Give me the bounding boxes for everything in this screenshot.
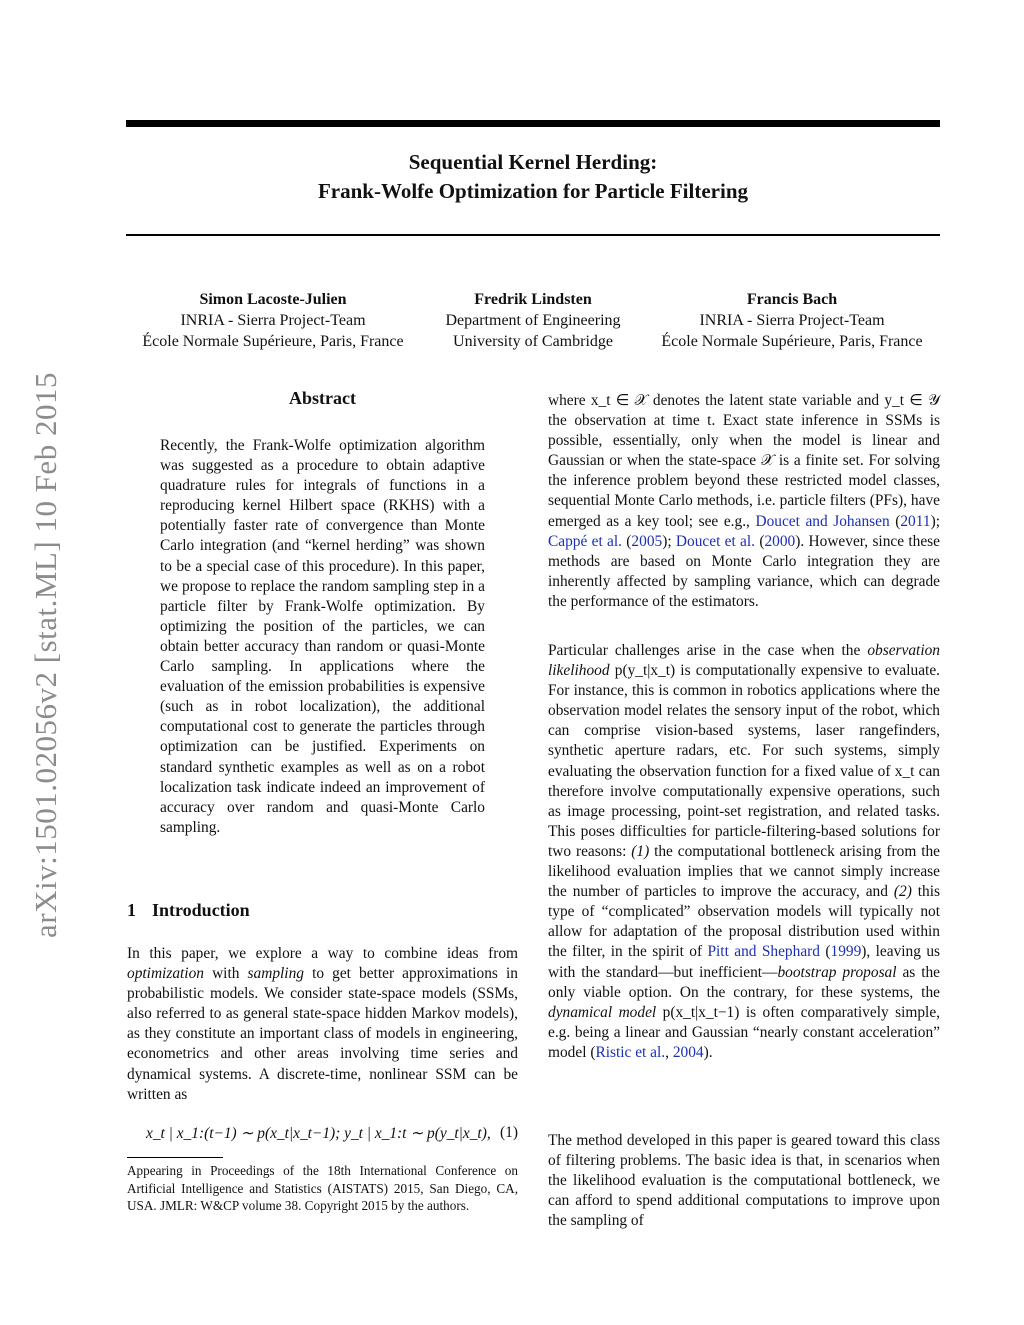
footnote: Appearing in Proceedings of the 18th International Conference on Artificial Intelligence and Statistics (AISTATS) 2015, San Diego, CA, USA. JMLR: W&CP volume 38. Copyright 2015 by the authors. xyxy=(127,1163,518,1213)
section-number: 1 xyxy=(127,900,136,920)
author-affiliation: École Normale Supérieure, Paris, France xyxy=(661,333,923,350)
text-run: ), leaving us with the standard—but inefficient— xyxy=(548,943,941,981)
author-affiliation: University of Cambridge xyxy=(453,333,613,350)
citation-link[interactable]: Cappé et al. xyxy=(548,532,622,550)
text-run: ); xyxy=(930,512,940,530)
title-line-2: Frank-Wolfe Optimization for Particle Filtering xyxy=(317,179,749,203)
right-paragraph-2 xyxy=(548,641,940,1063)
text-run: ). xyxy=(703,1043,713,1061)
abstract-heading: Abstract xyxy=(289,388,356,408)
citation-link[interactable]: Ristic et al. xyxy=(595,1043,666,1061)
abstract-text: Recently, the Frank-Wolfe optimization algorithm was suggested as a procedure to obtain adaptive quadrature rules for integrals of functions in a reproducing kernel Hilbert space (RKHS) with a potentially faster rate of convergence than Monte Carlo integration (and “kernel herding” was shown to be a special case of this procedure). In this paper, we propose to replace the random sampling step in a particle filter by Frank-Wolfe optimization. By optimizing the position of the particles, we can obtain better accuracy than random or quasi-Monte Carlo sampling. In applications where the evaluation of the emission probabilities is expensive (such as in robot localization), the additional computational cost to generate the particles through optimization can be justified. Experiments on standard synthetic examples as well as on a robot localization task indicate indeed an improvement of accuracy over random and quasi-Monte Carlo sampling. xyxy=(160,437,485,836)
author-affiliation: INRIA - Sierra Project-Team xyxy=(180,312,366,329)
citation-link[interactable]: Pitt and Shephard xyxy=(707,943,820,961)
citation-link[interactable]: Doucet et al. xyxy=(675,532,756,550)
text-run: ); xyxy=(662,532,676,550)
equation-body: x_t | x_1:(t−1) ∼ p(x_t|x_t−1); y_t | x_1:t ∼ p(y_t|x_t), xyxy=(146,1125,491,1142)
emphasis-text: (2) xyxy=(893,883,912,901)
emphasis-text: optimization xyxy=(127,965,204,983)
text-run: In this paper, we explore a way to combine ideas from xyxy=(127,945,518,962)
text-run: , xyxy=(665,1043,673,1061)
right-paragraph-1 xyxy=(548,391,940,612)
text-run: ). However, since these methods are based on Monte Carlo integration they are inherently affected by sampling variance, which can degrade the performance of the estimators. xyxy=(548,532,940,610)
title-rule-top xyxy=(126,120,940,127)
citation-link[interactable]: Doucet and Johansen xyxy=(755,512,890,530)
author-name: Francis Bach xyxy=(746,291,838,308)
text-run: p(x_t|x_t−1) is often comparatively simple, e.g. being a linear and Gaussian “nearly constant acceleration” model ( xyxy=(548,1003,941,1061)
title-line-1: Sequential Kernel Herding: xyxy=(408,150,658,174)
text-run: p(y_t|x_t) is computationally expensive to evaluate. For instance, this is common in robotics applications where the observation model relates the sensory input of the robot, which can comprise vision-based systems, laser rangefinders, synthetic aperture radars, etc. For such systems, simply evaluating the observation function for a fixed value of x_t can therefore involve computationally expensive operations, such as image processing, point-set registration, and related tasks. This poses difficulties for particle-filtering-based solutions for two reasons: xyxy=(548,662,940,860)
citation-year-link[interactable]: 2005 xyxy=(631,532,663,550)
author-name: Fredrik Lindsten xyxy=(474,291,592,308)
title-rule-bottom xyxy=(126,234,940,236)
citation-year-link[interactable]: 2000 xyxy=(764,532,796,550)
emphasis-text: sampling xyxy=(247,965,304,983)
author-name: Simon Lacoste-Julien xyxy=(199,291,347,308)
emphasis-text: bootstrap proposal xyxy=(777,963,897,981)
text-run: to get better approximations in probabilistic models. We consider state-space models (SSMs, also referred to as general state-space hidden Markov models), as they constitute an important class of models in engineering, econometrics and other areas involving time series and dynamical systems. A discrete-time, nonlinear SSM can be written as xyxy=(127,965,518,1103)
section-title: Introduction xyxy=(152,900,250,920)
author-affiliation: INRIA - Sierra Project-Team xyxy=(699,312,885,329)
author-affiliation: Department of Engineering xyxy=(445,312,621,329)
equation-number: (1) xyxy=(500,1124,518,1141)
citation-year-link[interactable]: 2004 xyxy=(672,1043,704,1061)
text-run: this type of “complicated” observation models will typically not allow for adaptation of the proposal distribution used within the filter, in the spirit of xyxy=(548,883,941,961)
text-run: where x_t ∈ 𝒳 denotes the latent state variable and y_t ∈ 𝒴 the observation at time t. Exact state inference in SSMs is possible, essentially, only when the model is linear and Gaussian or when the state-space 𝒳 is a finite set. For solving the inference problem beyond these restricted model classes, sequential Monte Carlo methods, i.e. particle filters (PFs), have emerged as a key tool; see e.g., xyxy=(548,392,940,530)
emphasis-text: dynamical model xyxy=(548,1003,657,1021)
paper-title xyxy=(126,148,940,206)
text-run: ( xyxy=(889,512,901,530)
footnote-rule xyxy=(127,1157,223,1158)
author-affiliation: École Normale Supérieure, Paris, France xyxy=(142,333,404,350)
text-run: the computational bottleneck arising from the likelihood evaluation implies that we cannot simply increase the number of particles to improve the accuracy, and xyxy=(548,842,940,901)
citation-year-link[interactable]: 2011 xyxy=(900,512,931,530)
text-run: ( xyxy=(819,943,831,961)
author-block-3 xyxy=(636,289,948,352)
text-run: with xyxy=(203,965,248,983)
arxiv-watermark: arXiv:1501.02056v2 [stat.ML] 10 Feb 2015 xyxy=(28,372,63,938)
intro-paragraph-1 xyxy=(127,944,518,1105)
text-run: as the only viable option. On the contrary, for these systems, the xyxy=(548,963,940,1001)
emphasis-text: (1) xyxy=(631,842,650,860)
emphasis-text: observation likelihood xyxy=(548,642,940,680)
section-heading-introduction xyxy=(127,900,250,921)
text-run: ( xyxy=(621,532,632,550)
author-block-2 xyxy=(428,289,638,352)
author-block-1 xyxy=(118,289,428,352)
text-run: ( xyxy=(755,532,765,550)
citation-year-link[interactable]: 1999 xyxy=(830,943,862,961)
right-paragraph-3: The method developed in this paper is geared toward this class of filtering problems. The basic idea is that, in scenarios when the likelihood evaluation is the computational bottleneck, we can afford to spend additional computations to improve upon the sampling of xyxy=(548,1132,940,1230)
text-run: Particular challenges arise in the case when the xyxy=(548,642,868,659)
